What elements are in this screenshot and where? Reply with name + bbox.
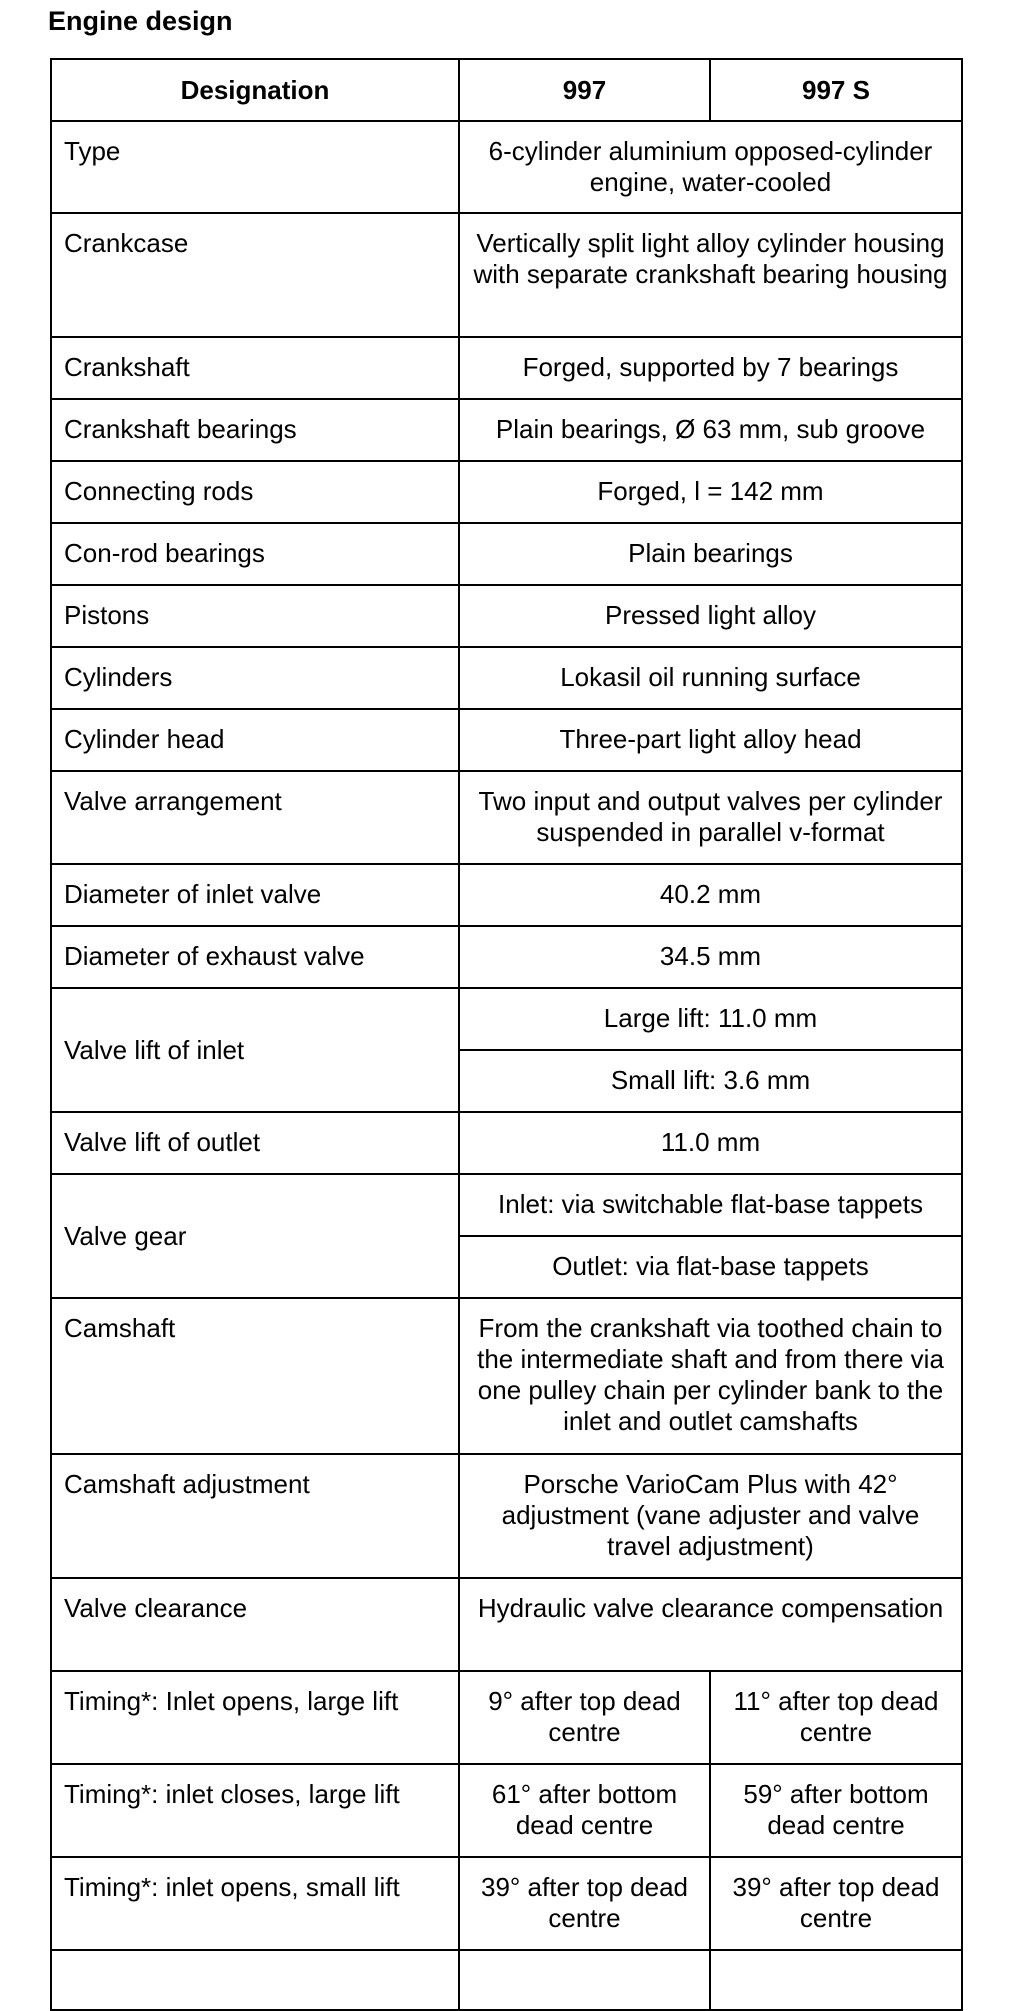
table-row xyxy=(51,121,962,213)
row-label: Valve lift of outlet xyxy=(51,1112,459,1174)
table-row xyxy=(51,1454,962,1578)
row-value: Pressed light alloy xyxy=(459,585,962,647)
header-997: 997 xyxy=(459,59,710,121)
row-label: Timing*: inlet opens, small lift xyxy=(51,1857,459,1950)
row-value: 34.5 mm xyxy=(459,926,962,988)
row-label: Cylinder head xyxy=(51,709,459,771)
row-value: Forged, supported by 7 bearings xyxy=(459,337,962,399)
row-label: Crankshaft xyxy=(51,337,459,399)
row-label: Pistons xyxy=(51,585,459,647)
table-row xyxy=(51,461,962,523)
row-value: 40.2 mm xyxy=(459,864,962,926)
row-value: Two input and output valves per cylinder suspended in parallel v-format xyxy=(459,771,962,864)
table-row xyxy=(51,771,962,864)
row-label: Valve clearance xyxy=(51,1578,459,1671)
table-row-partial xyxy=(51,1950,962,2010)
row-value-small-lift: Small lift: 3.6 mm xyxy=(459,1050,962,1112)
row-label: Timing*: Inlet opens, large lift xyxy=(51,1671,459,1764)
row-label: Diameter of exhaust valve xyxy=(51,926,459,988)
row-value-outlet: Outlet: via flat-base tappets xyxy=(459,1236,962,1298)
row-value: Plain bearings, Ø 63 mm, sub groove xyxy=(459,399,962,461)
row-label: Cylinders xyxy=(51,647,459,709)
row-label: Crankcase xyxy=(51,213,459,337)
table-row xyxy=(51,337,962,399)
table-row xyxy=(51,1298,962,1454)
row-value-997s: 39° after top dead centre xyxy=(710,1857,962,1950)
header-designation: Designation xyxy=(51,59,459,121)
row-value: From the crankshaft via toothed chain to the intermediate shaft and from there via one pulley chain per cylinder bank to the inlet and outlet camshafts xyxy=(459,1298,962,1454)
table-row xyxy=(51,585,962,647)
row-value-inlet: Inlet: via switchable flat-base tappets xyxy=(459,1174,962,1236)
table-row xyxy=(51,926,962,988)
row-label: Con-rod bearings xyxy=(51,523,459,585)
row-label: Camshaft xyxy=(51,1298,459,1454)
table-row xyxy=(51,709,962,771)
table-row xyxy=(51,864,962,926)
row-label: Connecting rods xyxy=(51,461,459,523)
row-value-997: 61° after bottom dead centre xyxy=(459,1764,710,1857)
table-row xyxy=(51,1671,962,1764)
table-row xyxy=(51,213,962,337)
row-label: Camshaft adjustment xyxy=(51,1454,459,1578)
empty-cell xyxy=(459,1950,710,2010)
row-value-997: 39° after top dead centre xyxy=(459,1857,710,1950)
table-row xyxy=(51,647,962,709)
table-row xyxy=(51,1578,962,1671)
row-value: Hydraulic valve clearance compensation xyxy=(459,1578,962,1671)
row-value: 11.0 mm xyxy=(459,1112,962,1174)
row-value: Porsche VarioCam Plus with 42° adjustment (vane adjuster and valve travel adjustment) xyxy=(459,1454,962,1578)
row-value-997s: 59° after bottom dead centre xyxy=(710,1764,962,1857)
row-label: Valve arrangement xyxy=(51,771,459,864)
row-value-997s: 11° after top dead centre xyxy=(710,1671,962,1764)
row-value: Vertically split light alloy cylinder housing with separate crankshaft bearing housing xyxy=(459,213,962,337)
table-row xyxy=(51,399,962,461)
table-row xyxy=(51,988,962,1050)
engine-spec-table xyxy=(50,58,963,2011)
row-label: Diameter of inlet valve xyxy=(51,864,459,926)
table-header-row xyxy=(51,59,962,121)
row-value: Plain bearings xyxy=(459,523,962,585)
table-row xyxy=(51,523,962,585)
table-row xyxy=(51,1764,962,1857)
row-label: Timing*: inlet closes, large lift xyxy=(51,1764,459,1857)
row-value: Forged, l = 142 mm xyxy=(459,461,962,523)
row-value-997: 9° after top dead centre xyxy=(459,1671,710,1764)
empty-cell xyxy=(51,1950,459,2010)
row-label: Valve lift of inlet xyxy=(51,988,459,1112)
row-value: Three-part light alloy head xyxy=(459,709,962,771)
section-title: Engine design xyxy=(48,6,233,36)
table-row xyxy=(51,1857,962,1950)
row-value: 6-cylinder aluminium opposed-cylinder engine, water-cooled xyxy=(459,121,962,213)
row-value-large-lift: Large lift: 11.0 mm xyxy=(459,988,962,1050)
header-997s: 997 S xyxy=(710,59,962,121)
table-row xyxy=(51,1112,962,1174)
table-row xyxy=(51,1174,962,1236)
row-label: Crankshaft bearings xyxy=(51,399,459,461)
row-label: Type xyxy=(51,121,459,213)
row-label: Valve gear xyxy=(51,1174,459,1298)
empty-cell xyxy=(710,1950,962,2010)
row-value: Lokasil oil running surface xyxy=(459,647,962,709)
